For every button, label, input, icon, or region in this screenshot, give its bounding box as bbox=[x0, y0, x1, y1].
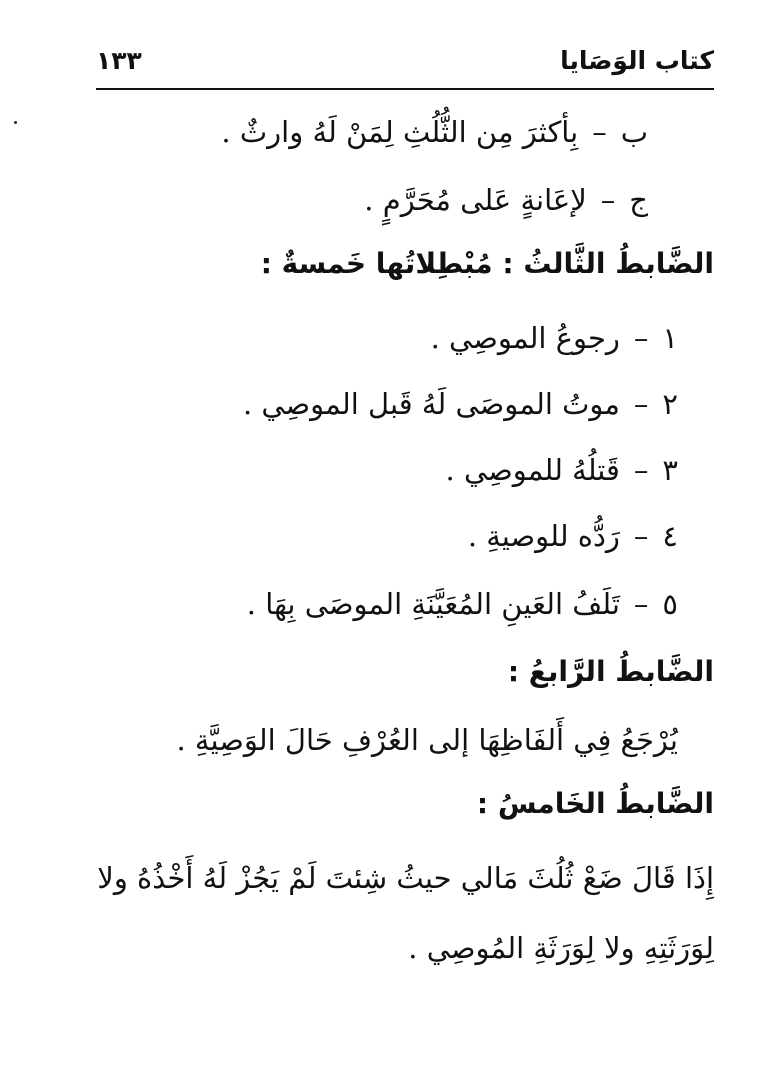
list-item-5 bbox=[247, 584, 678, 624]
running-header bbox=[96, 42, 714, 86]
list-item-j bbox=[364, 180, 648, 220]
item-text: موتُ الموصَى لَهُ قَبل الموصِي . bbox=[242, 387, 620, 421]
item-dash: – bbox=[633, 587, 649, 621]
scan-speck bbox=[14, 121, 17, 124]
fourth-rule-text bbox=[176, 720, 678, 760]
fifth-rule-text-line-1 bbox=[97, 858, 714, 898]
item-marker: ٤ bbox=[662, 519, 678, 553]
header-divider bbox=[96, 88, 714, 90]
third-rule-heading bbox=[261, 244, 714, 284]
item-text: لإعَانةٍ عَلى مُحَرَّمٍ . bbox=[364, 183, 587, 217]
item-text: قَتلُهُ للموصِي . bbox=[445, 453, 620, 487]
paragraph-text: يُرْجَعُ فِي أَلفَاظِهَا إلى العُرْفِ حَالَ الوَصِيَّةِ . bbox=[176, 723, 678, 757]
fourth-rule-heading bbox=[508, 652, 714, 692]
item-text: رجوعُ الموصِي . bbox=[430, 321, 620, 355]
paragraph-text: إِذَا قَالَ ضَعْ ثُلُثَ مَالي حيثُ شِئتَ لَمْ يَجُزْ لَهُ أَخْذُهُ ولا bbox=[97, 861, 714, 895]
item-dash: – bbox=[633, 453, 649, 487]
item-marker: ٢ bbox=[662, 387, 678, 421]
item-dash: – bbox=[600, 183, 616, 217]
item-marker: ١ bbox=[662, 321, 678, 355]
list-item-2 bbox=[243, 384, 678, 424]
item-marker: ٣ bbox=[662, 453, 678, 487]
chapter-title: كتاب الوَصَايا bbox=[560, 46, 714, 75]
item-dash: – bbox=[633, 519, 649, 553]
fourth-rule-label: الضَّابطُ الرَّابعُ : bbox=[507, 655, 714, 688]
paragraph-text: لِوَرَثَتِهِ ولا لِوَرَثَةِ المُوصِي . bbox=[408, 931, 714, 965]
list-item-3 bbox=[446, 450, 678, 490]
item-marker: ٥ bbox=[662, 587, 678, 621]
item-text: رَدُّه للوصيةِ . bbox=[467, 519, 620, 553]
list-item-b bbox=[221, 112, 648, 152]
item-dash: – bbox=[592, 115, 607, 149]
item-marker: ج bbox=[629, 183, 648, 217]
fifth-rule-label: الضَّابطُ الخَامسُ : bbox=[476, 787, 714, 820]
fifth-rule-heading bbox=[477, 784, 714, 824]
fifth-rule-text-line-2 bbox=[408, 928, 714, 968]
third-rule-label: الضَّابطُ الثَّالثُ : bbox=[502, 247, 714, 280]
item-text: بِأكثرَ مِن الثُّلُثِ لِمَنْ لَهُ وارثٌ . bbox=[221, 115, 579, 149]
page-number: ١٣٣ bbox=[96, 46, 142, 75]
list-item-1 bbox=[431, 318, 678, 358]
item-text: تَلَفُ العَينِ المُعَيَّنَةِ الموصَى بِهَا . bbox=[246, 587, 620, 621]
third-rule-subtitle: مُبْطِلاتُها خَمسةٌ : bbox=[260, 247, 493, 280]
list-item-4 bbox=[468, 516, 678, 556]
item-dash: – bbox=[633, 321, 649, 355]
item-dash: – bbox=[633, 387, 649, 421]
item-marker: ب bbox=[620, 115, 648, 149]
